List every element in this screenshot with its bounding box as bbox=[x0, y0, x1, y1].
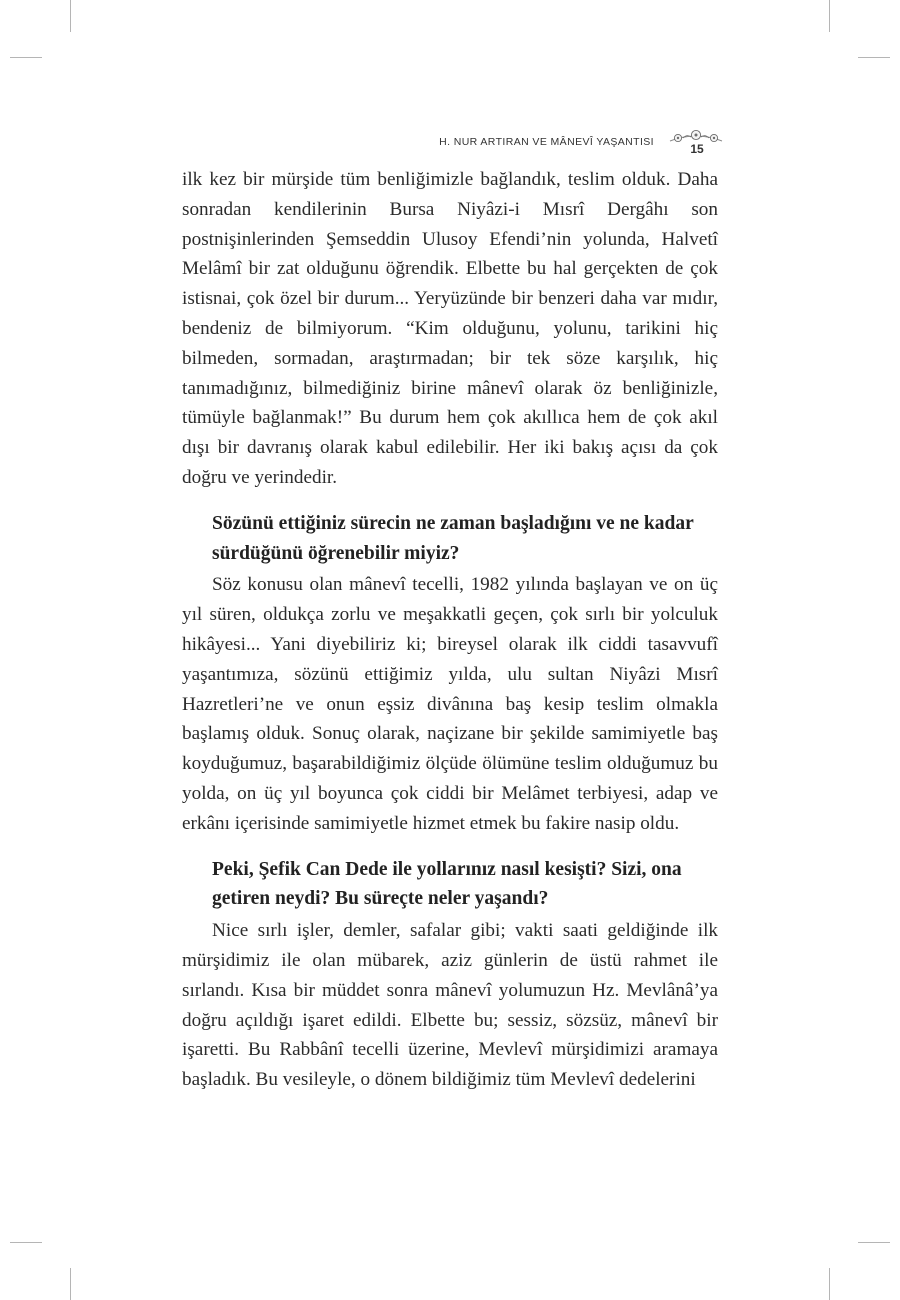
paragraph: ilk kez bir mürşide tüm benliğimizle bağlandık, teslim olduk. Daha sonradan kendilerinin Bursa Niyâzi-i Mısrî Dergâhı son postnişinlerinden Şemseddin Ulusoy Efendi’nin yolunda, Halvetî Melâmî bir zat olduğunu öğrendik. Elbette bu hal gerçekten de çok istisnai, çok özel bir durum... Yeryüzünde bir benzeri daha var mıdır, bendeniz de bilmiyorum. “Kim olduğunu, yolunu, tarikini hiç bilmeden, sormadan, araştırmadan; bir tek söze karşılık, hiç tanımadığınız, bilmediğiniz birine mânevî olarak öz benliğinizle, tümüyle bağlanmak!” Bu durum hem çok akıllıca hem de çok akıl dışı bir davranış olarak kabul edilebilir. Her iki bakış açısı da çok doğru ve yerindedir. bbox=[182, 169, 718, 488]
running-header bbox=[0, 128, 900, 160]
crop-mark-left-top bbox=[10, 57, 42, 58]
crop-mark-right-bottom bbox=[858, 1242, 890, 1243]
crop-mark-top-left bbox=[70, 0, 71, 32]
crop-mark-bottom-right bbox=[829, 1268, 830, 1300]
crop-mark-bottom-left bbox=[70, 1268, 71, 1300]
interview-question: Peki, Şefik Can Dede ile yollarınız nasıl kesişti? Sizi, ona getiren neydi? Bu süreçte neler yaşandı? bbox=[212, 858, 682, 910]
crop-mark-top-right bbox=[829, 0, 830, 32]
page-body bbox=[182, 165, 718, 1095]
crop-mark-left-bottom bbox=[10, 1242, 42, 1243]
crop-mark-right-top bbox=[858, 57, 890, 58]
paragraph: Nice sırlı işler, demler, safalar gibi; vakti saati geldiğinde ilk mürşidimiz ile olan mübarek, aziz günlerin de üstü rahmet ile sırlandı. Kısa bir müddet sonra mânevî yolumuzun Hz. Mevlânâ’ya doğru açıldığı işaret edildi. Elbette bu; sessiz, sözsüz, mânevî bir işaretti. Bu Rabbânî tecelli üzerine, Mevlevî mürşidimizi aramaya başladık. Bu vesileyle, o dönem bildiğimiz tüm Mevlevî dedelerini bbox=[182, 920, 718, 1091]
page-number: 15 bbox=[690, 142, 704, 156]
running-title: H. NUR ARTIRAN VE MÂNEVÎ YAŞANTISI bbox=[439, 136, 654, 148]
interview-question: Sözünü ettiğiniz sürecin ne zaman başladığını ve ne kadar sürdüğünü öğrenebilir miyiz? bbox=[212, 512, 694, 564]
paragraph: Söz konusu olan mânevî tecelli, 1982 yılında başlayan ve on üç yıl süren, oldukça zorlu ve meşakkatli geçen, çok sırlı bir yolculuk hikâyesi... Yani diyebiliriz ki; bireysel olarak ilk ciddi tasavvufî yaşantımıza, sözünü ettiğimiz yılda, ulu sultan Niyâzi Mısrî Hazretleri’ne ve onun eşsiz divânına baş kesip teslim olmakla başlamış olduk. Sonuç olarak, naçizane bir şekilde samimiyetle baş koyduğumuz, başarabildiğimiz ölçüde ölümüne teslim olduğumuz bu yolda, on üç yıl boyunca çok ciddi bir Melâmet terbiyesi, adap ve erkânı içerisinde samimiyetle hizmet etmek bu fakire nasip oldu. bbox=[182, 574, 718, 834]
